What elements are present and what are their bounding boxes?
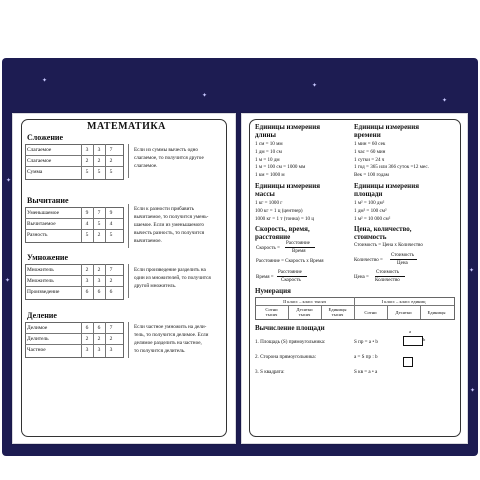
table-cell: 2 (97, 267, 101, 273)
subtraction-rule: Если к разности прибавить вычитаемое, то получится умень- шаемое. Если из уменьшаемого вычесть разность, то получится вычитаемое. (134, 206, 209, 244)
time-units-list: 1 мин = 60 сек 1 час = 60 мин 1 сутки = 24 ч 1 год = 365 или 366 суток =12 мес. Век = 100 годам (354, 141, 429, 179)
table-cell: 3 (85, 347, 89, 353)
note-rule (128, 144, 129, 178)
table-cell: 9 (109, 210, 113, 216)
addend-label: Слагаемое (27, 147, 52, 153)
side-a-label: a (409, 329, 411, 334)
table-cell: 5 (97, 169, 101, 175)
left-page (12, 113, 236, 444)
table-cell: 3 (85, 147, 89, 153)
area-units-title: Единицы измерения площади (354, 182, 420, 198)
table-cell: 5 (109, 232, 113, 238)
right-page (241, 113, 468, 444)
table-cell: 2 (97, 232, 101, 238)
table-cell: 5 (85, 232, 89, 238)
speed-title: Скорость, время, расстояние (255, 225, 310, 241)
multiplication-rule: Если произведение разделить на один из множителей, то получится другой множитель. (134, 267, 211, 289)
table-cell: 5 (97, 221, 101, 227)
subtrahend-label: Вычитаемое (27, 221, 56, 227)
thousands-class-header: II класс – класс тысяч (283, 299, 326, 304)
table-cell: 2 (85, 336, 89, 342)
dividend-label: Делимое (27, 325, 48, 331)
table-cell: 5 (109, 169, 113, 175)
units-class-header: I класс – класс единиц (381, 299, 426, 304)
star-icon: ✦ (202, 92, 208, 99)
table-divider (25, 155, 123, 156)
fraction-bar (277, 276, 307, 277)
numbering-title: Нумерация (255, 287, 291, 295)
time-formula-label: Время = (256, 275, 274, 280)
star-icon: ✦ (42, 77, 48, 84)
distance-formula: Расстояние = Скорость x Время (256, 259, 324, 264)
table-divider (25, 344, 123, 345)
time-units-title: Единицы измерения времени (354, 123, 420, 139)
table-cell: 4 (85, 221, 89, 227)
table-cell: 3 (109, 347, 113, 353)
product-label: Произведение (27, 289, 60, 295)
table-divider (25, 275, 123, 276)
table-cell: 2 (109, 336, 113, 342)
table-cell: 3 (85, 278, 89, 284)
time-formula-denominator: Скорость (281, 278, 301, 283)
section-title-multiplication: Умножение (27, 253, 69, 262)
note-rule (128, 264, 129, 298)
column-header: Единицы тысяч (328, 307, 347, 317)
table-cell: 2 (109, 158, 113, 164)
time-formula-numerator: Расстояние (278, 270, 302, 275)
table-divider (25, 218, 123, 219)
speed-formula-denominator: Время (292, 249, 306, 254)
table-divider (25, 166, 123, 167)
note-rule (128, 322, 129, 358)
fraction-bar (285, 247, 315, 248)
mass-units-title: Единицы измерения массы (255, 182, 321, 198)
quantity-formula-denominator: Цена (397, 261, 408, 266)
star-icon: ✦ (469, 267, 475, 274)
table-cell: 2 (85, 158, 89, 164)
table-cell: 6 (109, 289, 113, 295)
star-icon: ✦ (6, 177, 12, 184)
minuend-label: Уменьшаемое (27, 210, 59, 216)
column-header: Сотни тысяч (265, 307, 278, 317)
price-title: Цена, количество, стоимость (354, 225, 412, 241)
area-calc-formulas: S пр = a • b a = S пр : b S кв = a • a (354, 339, 378, 375)
table-cell: 2 (85, 267, 89, 273)
star-icon: ✦ (470, 387, 476, 394)
table-cell: 7 (97, 210, 101, 216)
speed-formula-numerator: Расстояние (286, 241, 310, 246)
table-divider (25, 229, 123, 230)
length-units-list: 1 см = 10 мм 1 дм = 10 см 1 м = 10 дм 1 м = 100 см = 1000 мм 1 км = 1000 м (255, 141, 306, 179)
section-title-division: Деление (27, 311, 57, 320)
table-cell: 5 (85, 169, 89, 175)
rectangle-diagram (403, 336, 426, 346)
table-cell: 2 (97, 336, 101, 342)
note-rule (128, 204, 129, 248)
table-cell: 4 (109, 221, 113, 227)
table-cell: 3 (97, 278, 101, 284)
price-formula-denominator: Количество (375, 278, 400, 283)
star-icon: ✦ (312, 82, 318, 89)
table-cell: 7 (109, 325, 113, 331)
table-cell: 6 (85, 325, 89, 331)
table-cell: 6 (97, 289, 101, 295)
table-cell: 2 (109, 278, 113, 284)
table-cell: 7 (109, 147, 113, 153)
square-diagram (403, 357, 413, 367)
cost-formula: Стоимость = Цена x Количество (354, 243, 423, 248)
quantity-formula-numerator: Стоимость (391, 253, 415, 258)
quantity-formula-label: Количество = (354, 258, 383, 263)
star-icon: ✦ (442, 97, 448, 104)
divisor-label: Делитель (27, 336, 49, 342)
table-cell: 2 (97, 158, 101, 164)
table-divider (25, 333, 123, 334)
column-header: Единицы (427, 310, 446, 315)
star-icon: ✦ (5, 277, 11, 284)
side-b-label: b (423, 337, 426, 342)
table-cell: 7 (109, 267, 113, 273)
price-formula-label: Цена = (354, 275, 369, 280)
area-calc-title: Вычисление площади (255, 324, 325, 332)
speed-formula-label: Скорость = (256, 246, 280, 251)
column-header: Сотни (364, 310, 377, 315)
addend-label: Слагаемое (27, 158, 52, 164)
factor-label: Множитель (27, 267, 54, 273)
mass-units-list: 1 кг = 1000 г 100 кг = 1 ц (центнер) 1000 кг = 1 т (тонна) = 10 ц (255, 200, 315, 222)
table-cell: 6 (97, 325, 101, 331)
sum-label: Сумма (27, 169, 43, 175)
fraction-bar (375, 276, 405, 277)
length-units-title: Единицы измерения длины (255, 123, 321, 139)
quotient-label: Частное (27, 347, 46, 353)
fraction-bar (390, 259, 417, 260)
table-cell: 9 (85, 210, 89, 216)
division-rule: Если частное умножить на дели- тель, то получится делимое. Если делимое разделить на частное, то получится делитель. (134, 324, 209, 354)
area-units-list: 1 м² = 100 дм² 1 дм² = 100 см² 1 м² = 10 000 см² (354, 200, 391, 222)
page-title: МАТЕМАТИКА (87, 121, 166, 132)
addition-rule: Если из суммы вычесть одно слагаемое, то получится другое слагаемое. (134, 147, 204, 169)
table-cell: 6 (85, 289, 89, 295)
area-calc-items: 1. Площадь (S) прямоугольника: 2. Сторона прямоугольника: 3. S квадрата: (255, 339, 326, 375)
column-header: Десятки тысяч (296, 307, 313, 317)
table-divider (25, 286, 123, 287)
section-title-subtraction: Вычитание (27, 196, 69, 205)
price-formula-numerator: Стоимость (376, 270, 400, 275)
factor-label: Множитель (27, 278, 54, 284)
section-title-addition: Сложение (27, 133, 64, 142)
difference-label: Разность (27, 232, 48, 238)
column-header: Десятки (395, 310, 412, 315)
table-cell: 3 (97, 147, 101, 153)
table-cell: 3 (97, 347, 101, 353)
